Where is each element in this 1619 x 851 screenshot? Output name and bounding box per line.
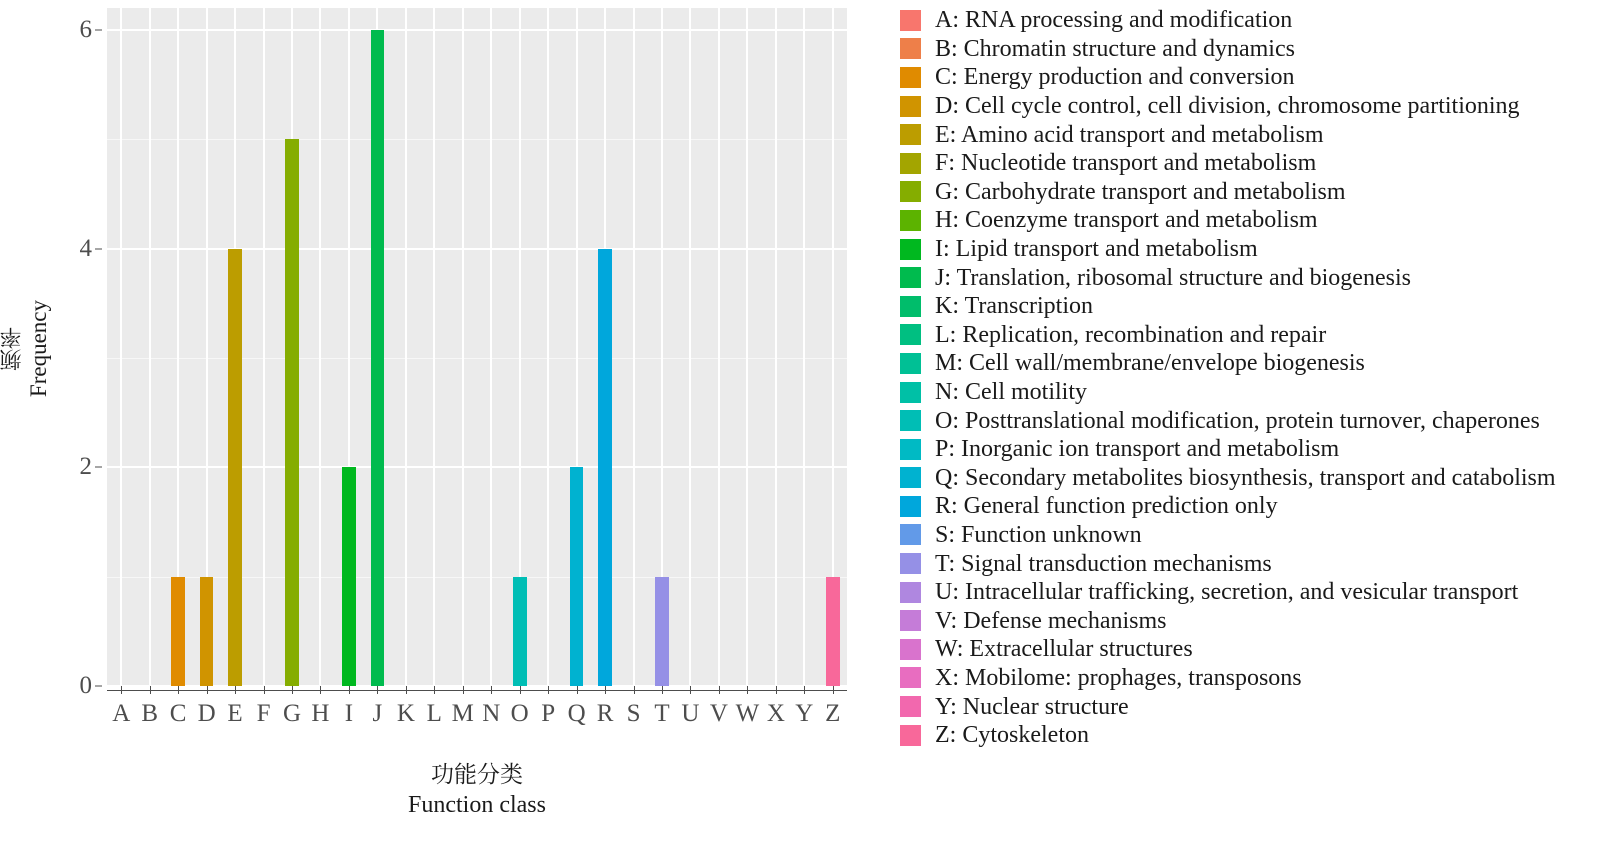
legend-label: J: Translation, ribosomal structure and biogenesis [935, 264, 1411, 291]
x-tick-label-G: G [282, 700, 302, 727]
legend-swatch-icon [900, 610, 921, 631]
legend-swatch-icon [900, 524, 921, 545]
legend-item-J[interactable] [900, 263, 1600, 292]
gridline-minor [107, 577, 847, 578]
bar-I [342, 467, 356, 686]
legend-swatch-icon [900, 467, 921, 488]
legend-item-F[interactable] [900, 149, 1600, 178]
legend-label: T: Signal transduction mechanisms [935, 550, 1272, 577]
x-tick-label-Q: Q [567, 700, 586, 727]
bar-G [285, 139, 299, 686]
y-tick-mark [95, 467, 102, 468]
y-tick-label: 2 [79, 453, 92, 481]
x-tick-label-T: T [654, 700, 670, 727]
x-tick-label-K: K [396, 700, 415, 727]
bar-D [200, 577, 214, 686]
legend-label: G: Carbohydrate transport and metabolism [935, 178, 1346, 205]
x-tick-mark [349, 686, 350, 694]
x-tick-label-F: F [256, 700, 271, 727]
x-tick-label-P: P [541, 700, 556, 727]
legend-label: R: General function prediction only [935, 493, 1278, 520]
vertical-gridline [803, 8, 805, 686]
vertical-gridline [120, 8, 122, 686]
legend-label: D: Cell cycle control, cell division, chromosome partitioning [935, 93, 1520, 120]
x-tick-mark [662, 686, 663, 694]
x-tick-mark [548, 686, 549, 694]
x-tick-label-Z: Z [825, 700, 841, 727]
x-tick-label-C: C [169, 700, 187, 727]
x-tick-label-J: J [372, 700, 383, 727]
x-tick-mark [804, 686, 805, 694]
x-tick-mark [577, 686, 578, 694]
y-axis-title [0, 300, 51, 398]
legend-item-G[interactable] [900, 178, 1600, 207]
x-tick-mark [747, 686, 748, 694]
vertical-gridline [490, 8, 492, 686]
legend-label: F: Nucleotide transport and metabolism [935, 150, 1317, 177]
legend-swatch-icon [900, 124, 921, 145]
x-tick-label-X: X [766, 700, 785, 727]
legend-item-V[interactable] [900, 606, 1600, 635]
x-tick-label-H: H [311, 700, 330, 727]
y-axis-labels [44, 0, 102, 700]
y-axis-title-cn: 频率 [0, 326, 25, 371]
legend-swatch-icon [900, 439, 921, 460]
legend-label: O: Posttranslational modification, protein turnover, chaperones [935, 407, 1540, 434]
x-tick-label-N: N [482, 700, 501, 727]
vertical-gridline [462, 8, 464, 686]
legend-label: X: Mobilome: prophages, transposons [935, 664, 1302, 691]
vertical-gridline [433, 8, 435, 686]
x-tick-mark [434, 686, 435, 694]
gridline-minor [107, 139, 847, 140]
legend-item-I[interactable] [900, 235, 1600, 264]
x-tick-mark [719, 686, 720, 694]
x-tick-mark [235, 686, 236, 694]
x-axis-title-cn: 功能分类 [431, 762, 523, 788]
legend-label: M: Cell wall/membrane/envelope biogenesis [935, 350, 1365, 377]
vertical-gridline [263, 8, 265, 686]
legend-swatch-icon [900, 725, 921, 746]
legend-item-C[interactable] [900, 63, 1600, 92]
legend-label: Q: Secondary metabolites biosynthesis, transport and catabolism [935, 464, 1556, 491]
x-tick-mark [121, 686, 122, 694]
vertical-gridline [149, 8, 151, 686]
legend-item-O[interactable] [900, 406, 1600, 435]
legend-swatch-icon [900, 382, 921, 403]
gridline-minor [107, 358, 847, 359]
x-tick-label-R: R [596, 700, 614, 727]
legend-swatch-icon [900, 181, 921, 202]
y-axis-title-en: Frequency [26, 300, 51, 398]
gridline-major [107, 29, 847, 31]
bar-E [228, 249, 242, 686]
y-tick-mark [95, 686, 102, 687]
vertical-gridline [633, 8, 635, 686]
x-tick-label-L: L [426, 700, 442, 727]
legend-swatch-icon [900, 267, 921, 288]
chart-panel [107, 8, 847, 686]
legend-item-A[interactable] [900, 6, 1600, 35]
legend-swatch-icon [900, 324, 921, 345]
x-tick-label-V: V [709, 700, 728, 727]
legend-label: P: Inorganic ion transport and metabolism [935, 436, 1340, 463]
legend-swatch-icon [900, 410, 921, 431]
x-tick-mark [520, 686, 521, 694]
legend-item-R[interactable] [900, 492, 1600, 521]
x-tick-mark [690, 686, 691, 694]
bar-R [598, 249, 612, 686]
legend-swatch-icon [900, 96, 921, 117]
bar-J [371, 30, 385, 686]
legend-swatch-icon [900, 296, 921, 317]
x-tick-mark [833, 686, 834, 694]
legend-swatch-icon [900, 639, 921, 660]
bar-Z [826, 577, 840, 686]
x-tick-label-U: U [681, 700, 700, 727]
x-tick-mark [406, 686, 407, 694]
legend-item-T[interactable] [900, 549, 1600, 578]
y-tick-label: 4 [79, 234, 92, 262]
legend-label: I: Lipid transport and metabolism [935, 236, 1258, 263]
legend-swatch-icon [900, 38, 921, 59]
x-tick-mark [178, 686, 179, 694]
legend-item-E[interactable] [900, 120, 1600, 149]
legend-item-P[interactable] [900, 435, 1600, 464]
legend-item-L[interactable] [900, 321, 1600, 350]
legend-label: Z: Cytoskeleton [935, 722, 1089, 749]
x-tick-label-B: B [141, 700, 159, 727]
y-tick-mark [95, 29, 102, 30]
x-axis-ticks [107, 686, 847, 696]
legend-swatch-icon [900, 153, 921, 174]
x-tick-label-W: W [735, 700, 760, 727]
vertical-gridline [547, 8, 549, 686]
x-tick-mark [207, 686, 208, 694]
vertical-gridline [405, 8, 407, 686]
legend-item-Q[interactable] [900, 464, 1600, 493]
gridline-major [107, 248, 847, 250]
x-tick-label-S: S [626, 700, 641, 727]
bar-C [171, 577, 185, 686]
x-tick-label-O: O [510, 700, 529, 727]
x-axis-title-en: Function class [408, 792, 546, 818]
x-tick-mark [776, 686, 777, 694]
legend-swatch-icon [900, 582, 921, 603]
x-tick-mark [377, 686, 378, 694]
legend-label: Y: Nuclear structure [935, 693, 1129, 720]
legend-label: A: RNA processing and modification [935, 7, 1293, 34]
gridline-major [107, 466, 847, 468]
x-tick-mark [605, 686, 606, 694]
x-tick-label-Y: Y [795, 700, 814, 727]
legend-item-N[interactable] [900, 378, 1600, 407]
bar-T [655, 577, 669, 686]
legend-label: S: Function unknown [935, 521, 1142, 548]
legend-item-M[interactable] [900, 349, 1600, 378]
x-tick-mark [634, 686, 635, 694]
legend-swatch-icon [900, 553, 921, 574]
legend-label: B: Chromatin structure and dynamics [935, 35, 1295, 62]
x-tick-label-D: D [197, 700, 216, 727]
legend-swatch-icon [900, 210, 921, 231]
legend-label: K: Transcription [935, 293, 1094, 320]
x-axis-title [107, 760, 847, 820]
legend-item-B[interactable] [900, 35, 1600, 64]
x-tick-mark [264, 686, 265, 694]
vertical-gridline [775, 8, 777, 686]
x-tick-mark [292, 686, 293, 694]
y-tick-mark [95, 248, 102, 249]
x-tick-mark [150, 686, 151, 694]
x-tick-mark [320, 686, 321, 694]
legend-swatch-icon [900, 496, 921, 517]
legend-item-H[interactable] [900, 206, 1600, 235]
legend-item-Z[interactable] [900, 721, 1600, 750]
x-tick-label-E: E [227, 700, 243, 727]
legend-label: C: Energy production and conversion [935, 64, 1295, 91]
x-tick-mark [463, 686, 464, 694]
legend-item-W[interactable] [900, 635, 1600, 664]
y-tick-label: 0 [79, 672, 92, 699]
legend-swatch-icon [900, 667, 921, 688]
bar-Q [570, 467, 584, 686]
y-tick-label: 6 [79, 15, 92, 43]
x-tick-label-A: A [112, 700, 131, 727]
legend-item-Y[interactable] [900, 692, 1600, 721]
legend-swatch-icon [900, 239, 921, 260]
legend-label: L: Replication, recombination and repair [935, 321, 1327, 348]
legend-item-K[interactable] [900, 292, 1600, 321]
x-tick-label-I: I [344, 700, 354, 727]
legend-item-D[interactable] [900, 92, 1600, 121]
x-axis-labels [107, 700, 847, 734]
legend-label: W: Extracellular structures [935, 636, 1193, 663]
legend-label: H: Coenzyme transport and metabolism [935, 207, 1318, 234]
vertical-gridline [718, 8, 720, 686]
vertical-gridline [746, 8, 748, 686]
vertical-gridline [319, 8, 321, 686]
legend-label: N: Cell motility [935, 379, 1088, 406]
x-tick-mark [491, 686, 492, 694]
legend-swatch-icon [900, 67, 921, 88]
legend-swatch-icon [900, 10, 921, 31]
legend-label: V: Defense mechanisms [935, 607, 1167, 634]
legend-swatch-icon [900, 696, 921, 717]
legend-item-S[interactable] [900, 521, 1600, 550]
bar-O [513, 577, 527, 686]
legend [900, 6, 1600, 749]
legend-label: E: Amino acid transport and metabolism [935, 121, 1324, 148]
x-tick-label-M: M [451, 700, 474, 727]
legend-item-U[interactable] [900, 578, 1600, 607]
legend-item-X[interactable] [900, 664, 1600, 693]
vertical-gridline [689, 8, 691, 686]
legend-swatch-icon [900, 353, 921, 374]
legend-label: U: Intracellular trafficking, secretion, and vesicular transport [935, 579, 1519, 606]
